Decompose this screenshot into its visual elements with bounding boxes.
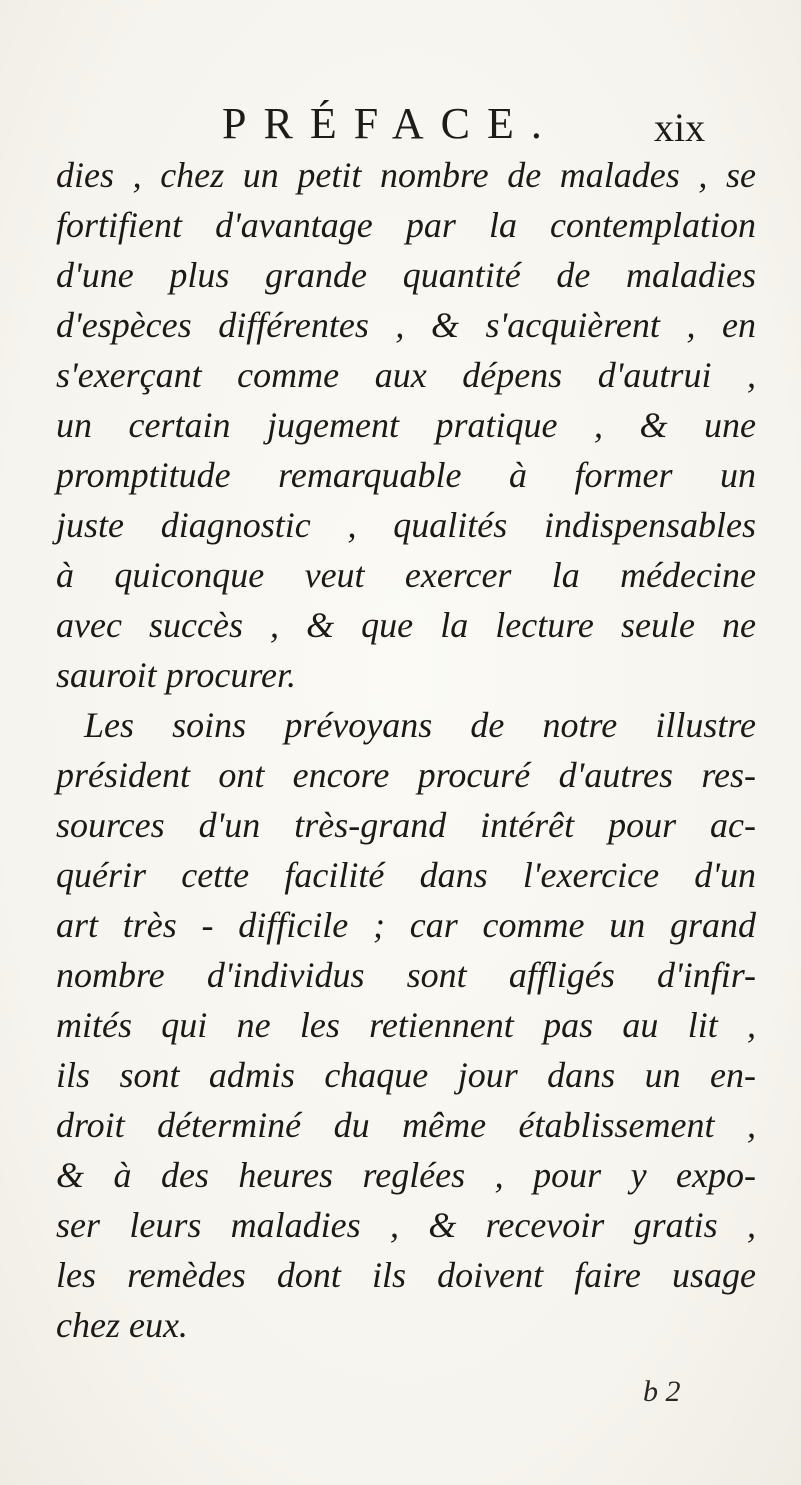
text-line: sources d'un très-grand intérêt pour ac- [56, 805, 756, 845]
paragraph-1 [56, 150, 756, 700]
text-line: à quiconque veut exercer la médecine [56, 555, 756, 595]
text-line: d'espèces différentes , & s'acquièrent , en [56, 305, 756, 345]
text-line: s'exerçant comme aux dépens d'autrui , [56, 355, 756, 395]
running-title: PRÉFACE. [222, 99, 559, 148]
page-header [0, 98, 801, 158]
text-line: dies , chez un petit nombre de malades , se [56, 155, 756, 195]
text-line: art très - difficile ; car comme un grand [56, 905, 756, 945]
text-line: Les soins prévoyans de notre illustre [84, 705, 756, 745]
page-number: xix [654, 105, 706, 150]
text-line: d'une plus grande quantité de maladies [56, 255, 756, 295]
text-line: chez eux. [56, 1305, 188, 1345]
text-line: président ont encore procuré d'autres res- [56, 755, 756, 795]
text-line: & à des heures reglées , pour y expo- [56, 1155, 756, 1195]
text-line: nombre d'individus sont affligés d'infir- [56, 955, 756, 995]
text-line: avec succès , & que la lecture seule ne [56, 605, 756, 645]
text-line: droit déterminé du même établissement , [56, 1105, 756, 1145]
text-line: promptitude remarquable à former un [56, 455, 756, 495]
text-line: sauroit procurer. [56, 655, 297, 695]
text-line: juste diagnostic , qualités indispensables [56, 505, 756, 545]
text-line: quérir cette facilité dans l'exercice d'un [56, 855, 756, 895]
text-line: fortifient d'avantage par la contemplation [56, 205, 756, 245]
paragraph-2 [56, 700, 756, 1350]
text-line: ser leurs maladies , & recevoir gratis , [56, 1205, 756, 1245]
body-text [56, 150, 756, 1350]
text-line: un certain jugement pratique , & une [56, 405, 756, 445]
signature-mark: b 2 [643, 1375, 681, 1408]
text-line: mités qui ne les retiennent pas au lit , [56, 1005, 756, 1045]
text-line: les remèdes dont ils doivent faire usage [56, 1255, 756, 1295]
text-line: ils sont admis chaque jour dans un en- [56, 1055, 756, 1095]
